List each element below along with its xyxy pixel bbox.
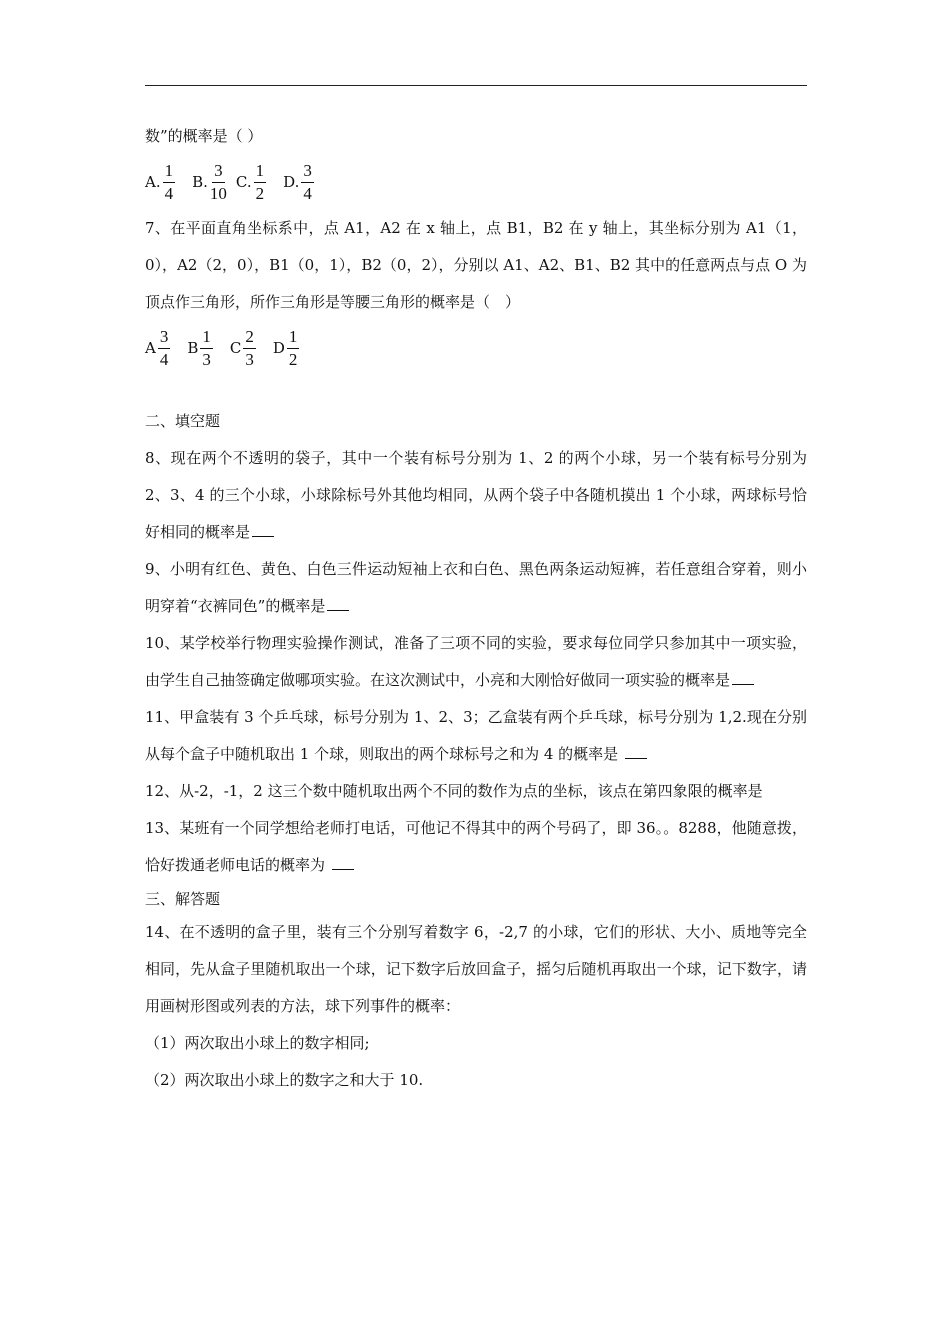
q8-answer-blank [252,522,274,537]
q14-part-1: （1）两次取出小球上的数字相同; [145,1034,370,1052]
q14-text: 14、在不透明的盒子里，装有三个分别写着数字 6，-2,7 的小球，它们的形状、大小、质地等完全相同，先从盒子里随机取出一个球，记下数字后放回盒子，摇匀后随机再取出一个球，记下数字，请用画树形图或列表的方法，球下列事件的概率： [145,923,807,1015]
q6-tail: 数”的概率是（ ） [145,127,263,145]
q6-choice-c: C. $\frac{1}{2}$ [235,160,265,203]
q7-choices [145,321,807,375]
q7-choice-c: C $\frac{2}{3}$ [229,326,254,369]
q7-choice-a: A $\frac{3}{4}$ [145,326,169,369]
q12-text: 12、从-2，-1，2 这三个数中随机取出两个不同的数作为点的坐标，该点在第四象限的概率是 [145,782,763,800]
q10-text: 10、某学校举行物理实验操作测试，准备了三项不同的实验，要求每位同学只参加其中一项实验，由学生自己抽签确定做哪项实验。在这次测试中，小亮和大刚恰好做同一项实验的概率是 [145,634,807,689]
q6-choice-d: D. $\frac{3}{4}$ [283,160,312,203]
q7-choice-b: B $\frac{1}{3}$ [187,326,211,369]
section-fill-in-heading: 二、填空题 [145,412,221,430]
q13-answer-blank [332,855,354,870]
document-page [145,118,807,1099]
section-solve-heading: 三、解答题 [145,890,221,908]
q6-choices [145,155,807,209]
q11-answer-blank [625,744,647,759]
q7-text: 7、在平面直角坐标系中，点 A1，A2 在 x 轴上，点 B1，B2 在 y 轴上，其坐标分别为 A1（1，0），A2（2，0），B1（0，1），B2（0，2），分别以 A1、A2、B1、B2 其中的任意两点与点 O 为顶点作三角形，所作三角形是等腰三角形的概率是（ ） [145,219,807,311]
q9-text: 9、小明有红色、黄色、白色三件运动短袖上衣和白色、黑色两条运动短裤，若任意组合穿着，则小明穿着“衣裤同色”的概率是 [145,560,807,615]
q9-answer-blank [327,596,349,611]
header-rule [145,85,807,86]
q7-choice-d: D $\frac{1}{2}$ [272,326,298,369]
q14-part-2: （2）两次取出小球上的数字之和大于 10. [145,1071,424,1089]
q8-text: 8、现在两个不透明的袋子，其中一个装有标号分别为 1、2 的两个小球，另一个装有标号分别为 2、3、4 的三个小球，小球除标号外其他均相同，从两个袋子中各随机摸出 1 个小球，两球标号恰好相同的概率是 [145,449,807,541]
q11-text: 11、甲盒装有 3 个乒乓球，标号分别为 1、2、3；乙盒装有两个乒乓球，标号分别为 1,2.现在分别从每个盒子中随机取出 1 个球，则取出的两个球标号之和为 4 的概率是 [145,708,807,763]
q6-choice-a: A. $\frac{1}{4}$ [145,160,174,203]
q10-answer-blank [732,670,754,685]
q13-text: 13、某班有一个同学想给老师打电话，可他记不得其中的两个号码了，即 36。。8288，他随意拨，恰好拨通老师电话的概率为 [145,819,807,874]
q6-choice-b: B. $\frac{3}{10}$ [192,160,227,203]
